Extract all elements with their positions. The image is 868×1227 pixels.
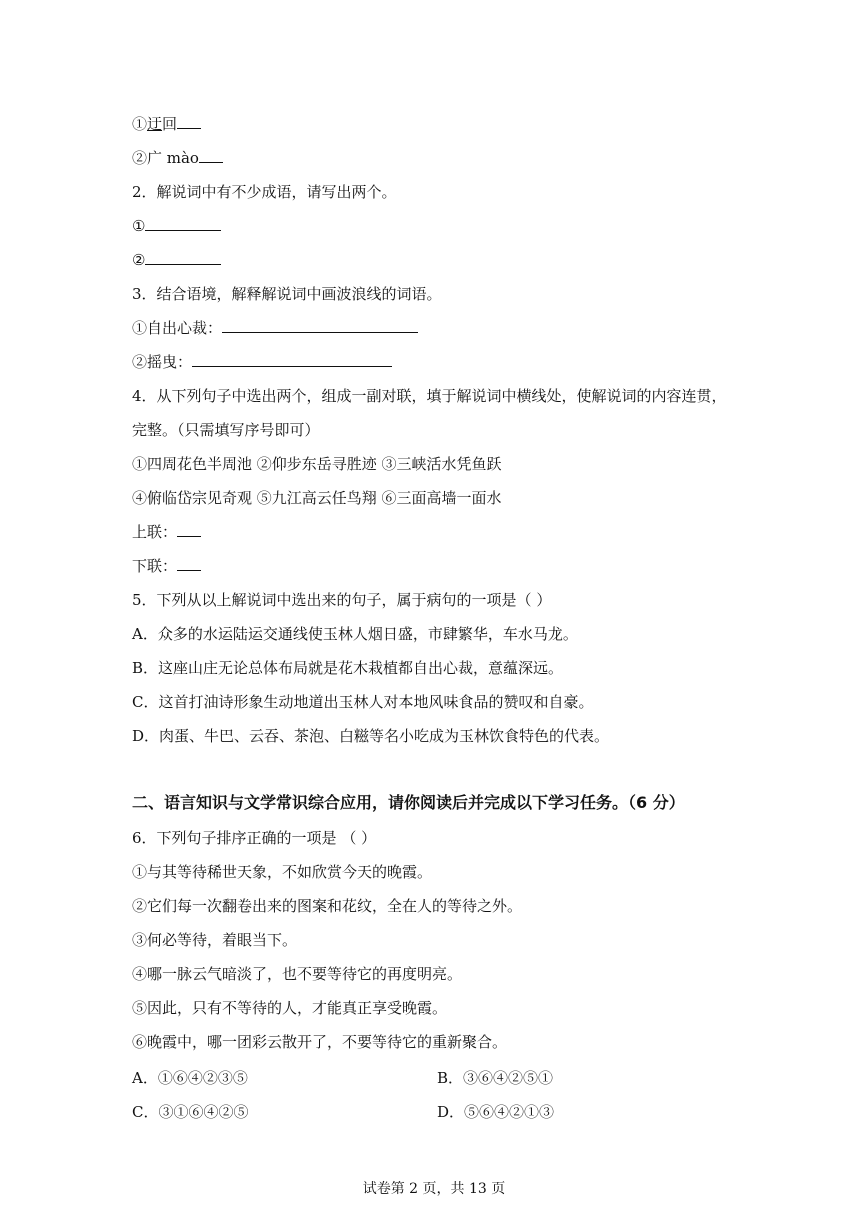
item-label: 上联： (132, 523, 178, 541)
item-label: ②摇曳： (132, 353, 193, 371)
answer-blank[interactable] (145, 250, 221, 265)
q6-option-d[interactable]: D．⑤⑥④②①③ (437, 1103, 555, 1121)
item-text: ②广 mào (132, 149, 199, 167)
q6-stem: 6．下列句子排序正确的一项是 （ ） (132, 829, 377, 847)
q3-answer-2 (132, 352, 392, 372)
q5-option-b[interactable]: B．这座山庄无论总体布局就是花木栽植都自出心裁，意蕴深远。 (132, 659, 564, 677)
q5-option-d[interactable]: D．肉蛋、牛巴、云吞、茶泡、白糍等名小吃成为玉林饮食特色的代表。 (132, 727, 610, 745)
q6-option-c[interactable]: C．③①⑥④②⑤ (132, 1103, 249, 1121)
page-footer: 试卷第 2 页，共 13 页 (362, 1181, 506, 1197)
item-label: 下联： (132, 557, 178, 575)
item-number: ① (132, 217, 146, 235)
answer-blank[interactable] (192, 352, 392, 367)
q2-answer-2 (132, 250, 221, 270)
q5-option-a[interactable]: A．众多的水运陆运交通线使玉林人烟日盛，市肆繁华，车水马龙。 (132, 625, 578, 643)
underlined-char: 迂 (147, 115, 163, 133)
q4-options-row-1: ①四周花色半周池 ②仰步东岳寻胜迹 ③三峡活水凭鱼跃 (132, 455, 502, 473)
q1-item-1 (132, 114, 201, 134)
section-2-heading: 二、语言知识与文学常识综合应用，请你阅读后并完成以下学习任务。（6 分） (132, 793, 685, 812)
answer-blank[interactable] (177, 114, 201, 129)
q2-answer-1 (132, 216, 221, 236)
item-number: ① (132, 115, 148, 133)
q6-sentence-3: ③何必等待，着眼当下。 (132, 931, 298, 949)
answer-blank[interactable] (145, 216, 221, 231)
answer-blank[interactable] (177, 522, 201, 537)
item-number: ② (132, 251, 146, 269)
q6-option-a[interactable]: A．①⑥④②③⑤ (132, 1069, 248, 1087)
q5-option-c[interactable]: C．这首打油诗形象生动地道出玉林人对本地风味食品的赞叹和自豪。 (132, 693, 594, 711)
q1-item-2 (132, 148, 223, 168)
q4-lower-couplet (132, 556, 201, 576)
q6-sentence-4: ④哪一脉云气暗淡了，也不要等待它的再度明亮。 (132, 965, 463, 983)
q6-option-b[interactable]: B．③⑥④②⑤① (437, 1069, 554, 1087)
answer-blank[interactable] (199, 148, 223, 163)
q3-stem: 3．结合语境，解释解说词中画波浪线的词语。 (132, 285, 442, 303)
answer-blank[interactable] (222, 318, 418, 333)
q5-stem: 5．下列从以上解说词中选出来的句子，属于病句的一项是（ ） (132, 591, 552, 609)
q6-sentence-1: ①与其等待稀世天象，不如欣赏今天的晚霞。 (132, 863, 433, 881)
q2-stem: 2．解说词中有不少成语，请写出两个。 (132, 183, 397, 201)
q6-sentence-5: ⑤因此，只有不等待的人，才能真正享受晚霞。 (132, 999, 448, 1017)
q3-answer-1 (132, 318, 418, 338)
item-label: ①自出心裁： (132, 319, 223, 337)
item-text: 回 (162, 115, 178, 133)
q4-stem-line-1: 4．从下列句子中选出两个，组成一副对联，填于解说词中横线处，使解说词的内容连贯， (132, 387, 727, 405)
q6-sentence-2: ②它们每一次翻卷出来的图案和花纹，全在人的等待之外。 (132, 897, 523, 915)
q4-upper-couplet (132, 522, 201, 542)
q6-sentence-6: ⑥晚霞中，哪一团彩云散开了，不要等待它的重新聚合。 (132, 1033, 508, 1051)
q4-options-row-2: ④俯临岱宗见奇观 ⑤九江高云任鸟翔 ⑥三面高墙一面水 (132, 489, 502, 507)
answer-blank[interactable] (177, 556, 201, 571)
q4-stem-line-2: 完整。（只需填写序号即可） (132, 421, 320, 439)
